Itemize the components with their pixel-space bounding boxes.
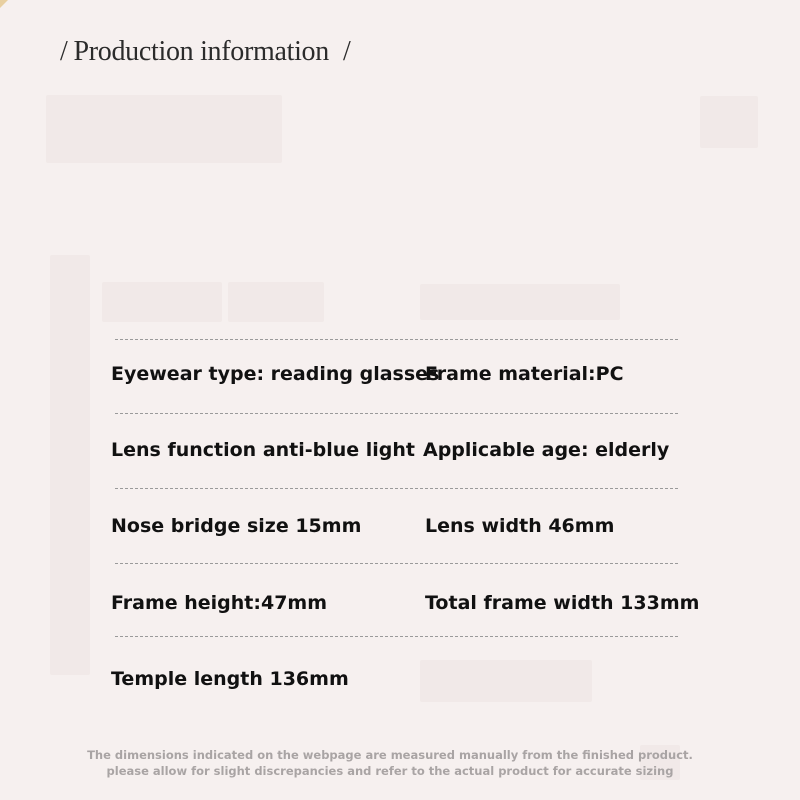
spec-divider [115, 413, 678, 414]
spec-frame-height: Frame height:47mm [111, 592, 328, 614]
spec-divider [115, 339, 678, 340]
spec-frame-material: Frame material:PC [425, 363, 624, 385]
spec-lens-function: Lens function anti-blue light [111, 439, 416, 461]
background-ghost-block [46, 95, 282, 163]
background-ghost-block [420, 660, 592, 702]
background-ghost-block [102, 282, 222, 322]
disclaimer-line-2: please allow for slight discrepancies and refer to the actual product for accurate sizing [106, 764, 674, 778]
page-title [60, 36, 350, 68]
corner-accent [0, 0, 8, 8]
spec-lens-width: Lens width 46mm [425, 515, 615, 537]
spec-applicable-age: Applicable age: elderly [423, 439, 670, 461]
spec-divider [115, 488, 678, 489]
spec-eyewear-type: Eyewear type: reading glasses [111, 363, 440, 385]
background-ghost-block [420, 284, 620, 320]
title-text: Production information [73, 36, 329, 67]
background-ghost-block [700, 96, 758, 148]
spec-nose-bridge: Nose bridge size 15mm [111, 515, 362, 537]
spec-divider [115, 563, 678, 564]
title-slash-right: / [342, 36, 351, 67]
spec-divider [115, 636, 678, 637]
background-ghost-block [228, 282, 324, 322]
disclaimer-line-1: The dimensions indicated on the webpage are measured manually from the finished product. [87, 748, 693, 762]
background-ghost-block [50, 255, 90, 675]
title-slash-left: / [60, 36, 68, 67]
spec-total-width: Total frame width 133mm [425, 592, 700, 614]
spec-temple-length: Temple length 136mm [111, 668, 349, 690]
